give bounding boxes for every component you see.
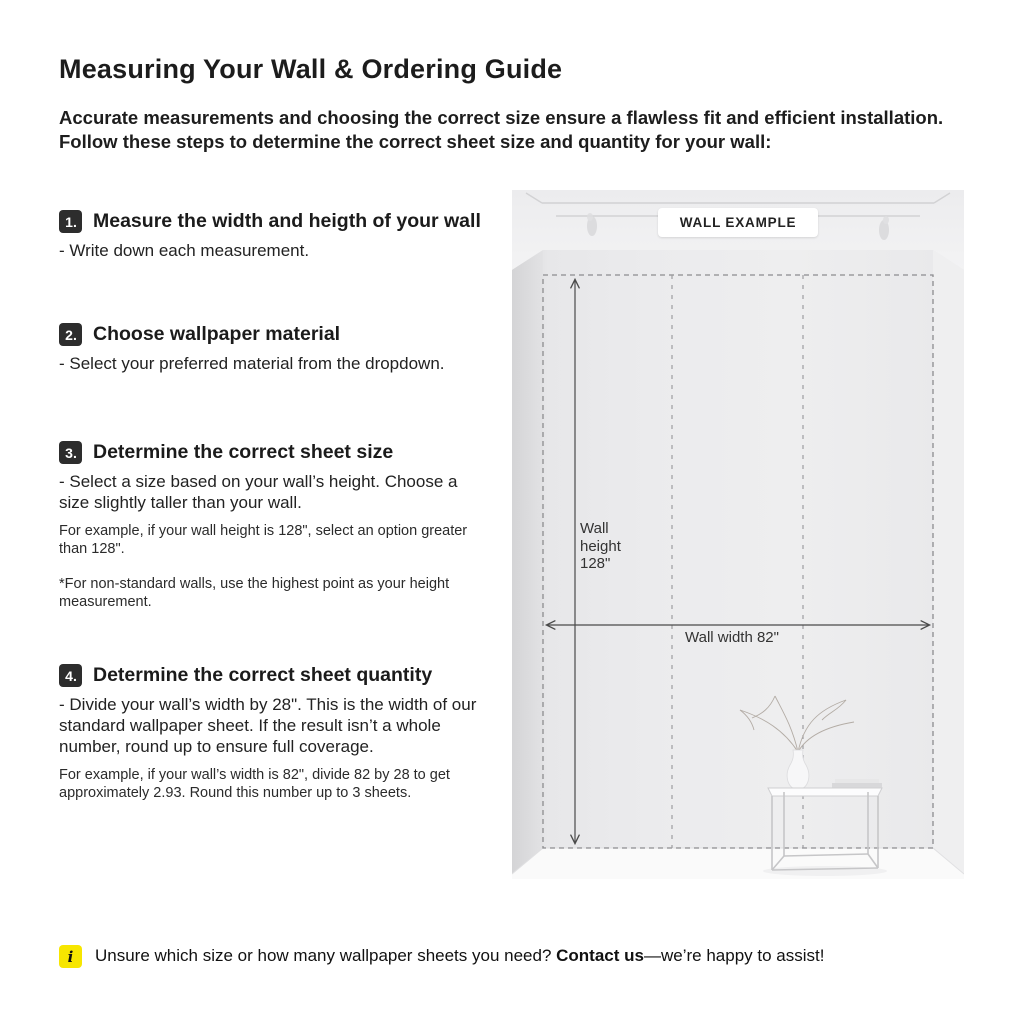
books-bottom bbox=[832, 783, 882, 788]
step-1-number-badge: 1. bbox=[59, 210, 82, 233]
step-2-header bbox=[59, 323, 491, 346]
step-3-heading: Determine the correct sheet size bbox=[93, 441, 394, 463]
right-wall bbox=[933, 250, 964, 874]
step-3-header bbox=[59, 441, 491, 464]
vase-branches bbox=[740, 696, 854, 752]
step-3-body: - Select a size based on your wall’s height. Choose a size slightly taller than your wall. bbox=[59, 472, 458, 512]
step-1 bbox=[59, 210, 491, 261]
step-4-body: - Divide your wall’s width by 28". This is the width of our standard wallpaper sheet. If the result isn’t a whole number, round up to ensure full coverage. bbox=[59, 695, 477, 756]
intro-paragraph: Accurate measurements and choosing the correct size ensure a flawless fit and efficient installation. Follow these steps to determine the correct sheet size and quantity for your wall: bbox=[59, 107, 944, 152]
step-3-number-badge: 3. bbox=[59, 441, 82, 464]
step-4-number-badge: 4. bbox=[59, 664, 82, 687]
info-icon: i bbox=[59, 945, 82, 968]
books-top bbox=[835, 779, 879, 783]
step-2-body: - Select your preferred material from the dropdown. bbox=[59, 354, 445, 373]
footer-text bbox=[95, 945, 824, 966]
step-3-note: *For non-standard walls, use the highest point as your height measurement. bbox=[59, 576, 450, 610]
wall-example-badge: WALL EXAMPLE bbox=[658, 208, 818, 237]
step-4-header bbox=[59, 664, 491, 687]
step-4-heading: Determine the correct sheet quantity bbox=[93, 664, 433, 686]
step-3 bbox=[59, 441, 491, 611]
wall-width-label: Wall width 82" bbox=[685, 629, 779, 646]
footer-text-after: —we’re happy to assist! bbox=[643, 946, 825, 965]
page-title: Measuring Your Wall & Ordering Guide bbox=[59, 54, 563, 84]
step-2-number-badge: 2. bbox=[59, 323, 82, 346]
floor bbox=[512, 848, 964, 879]
step-1-header bbox=[59, 210, 491, 233]
step-1-body: - Write down each measurement. bbox=[59, 241, 310, 260]
step-4 bbox=[59, 664, 491, 802]
step-2 bbox=[59, 323, 491, 374]
footer-text-before: Unsure which size or how many wallpaper sheets you need? bbox=[95, 946, 557, 965]
wall-example-photo bbox=[512, 190, 964, 879]
step-4-example: For example, if your wall’s width is 82", divide 82 by 28 to get approximately 2.93. Round this number up to 3 sheets. bbox=[59, 767, 450, 801]
step-2-heading: Choose wallpaper material bbox=[93, 323, 341, 345]
footer-note bbox=[59, 945, 824, 968]
contact-us-label: Contact us bbox=[556, 946, 644, 965]
step-1-heading: Measure the width and heigth of your wall bbox=[93, 210, 481, 232]
left-wall bbox=[512, 250, 543, 874]
vase bbox=[787, 750, 809, 790]
step-3-example: For example, if your wall height is 128", select an option greater than 128". bbox=[59, 523, 468, 557]
wall-height-label: Wall height 128" bbox=[580, 520, 621, 572]
